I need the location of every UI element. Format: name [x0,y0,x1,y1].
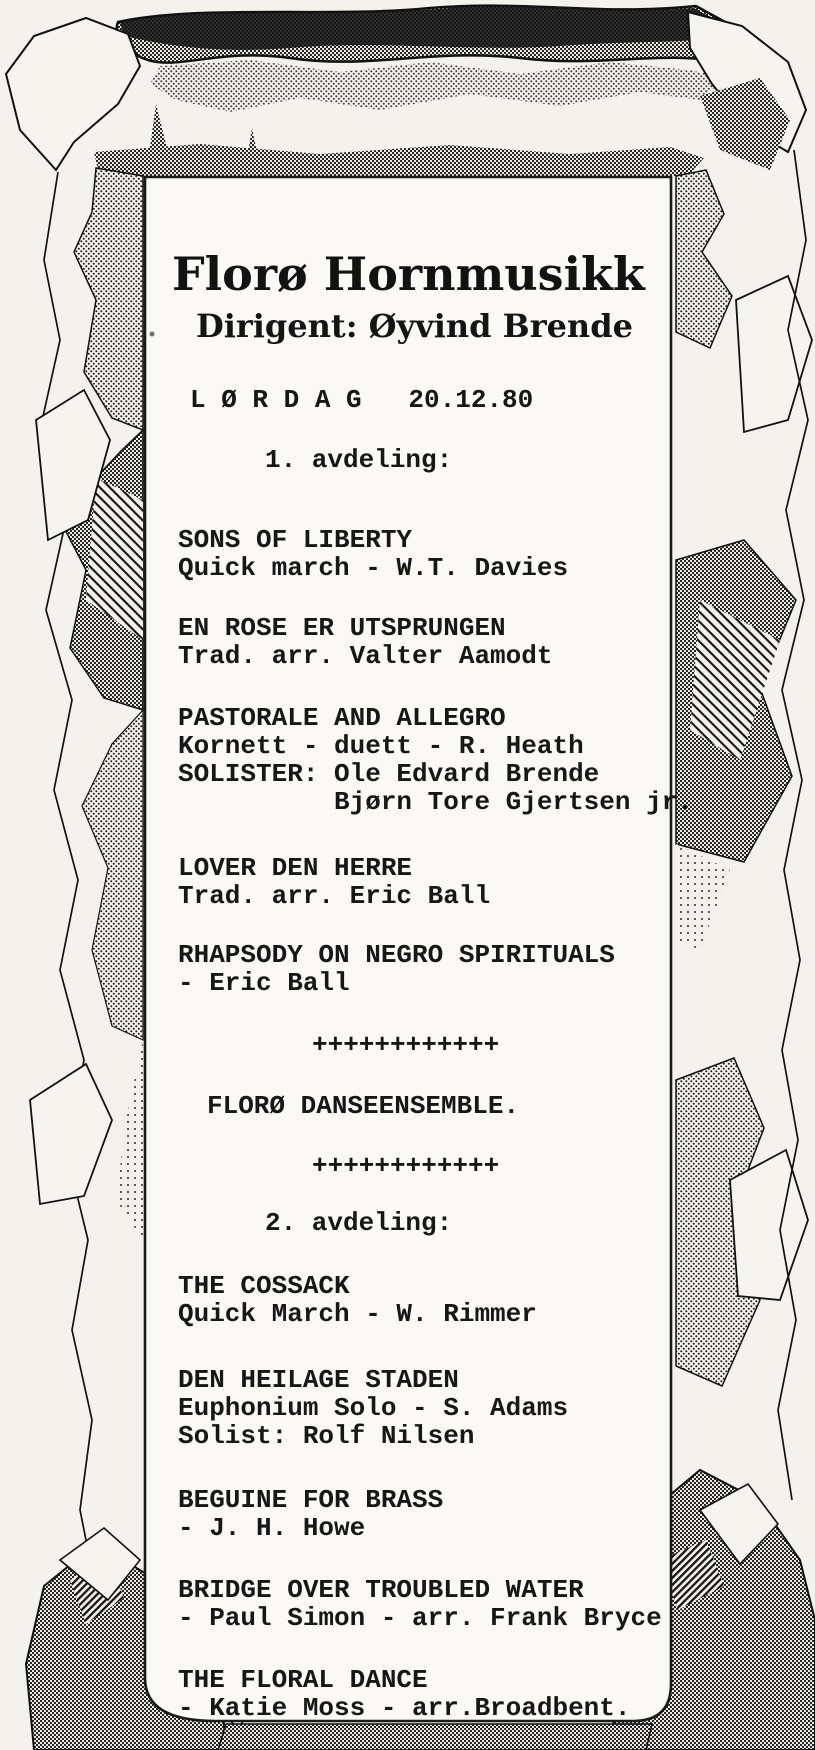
piece-title: EN ROSE ER UTSPRUNGEN [178,613,506,643]
piece-title: THE FLORAL DANCE [178,1665,428,1695]
piece-title: SONS OF LIBERTY [178,525,413,555]
program-piece [178,614,552,670]
program-piece [178,704,693,816]
piece-title: LOVER DEN HERRE [178,853,413,883]
piece-detail: Euphonium Solo - S. Adams [178,1393,569,1423]
piece-detail: Trad. arr. Eric Ball [178,881,491,911]
piece-detail: Solist: Rolf Nilsen [178,1421,475,1451]
piece-title: BEGUINE FOR BRASS [178,1485,444,1515]
program-piece [178,1666,630,1722]
piece-detail: - Paul Simon - arr. Frank Bryce [178,1603,662,1633]
piece-title: RHAPSODY ON NEGRO SPIRITUALS [178,940,615,970]
piece-detail: - Katie Moss - arr.Broadbent. [178,1693,631,1723]
scan-speck [150,332,155,337]
interlude-name: FLORØ DANSEENSEMBLE. [207,1091,520,1121]
piece-detail: Bjørn Tore Gjertsen jr. [178,787,693,817]
plus-divider: ++++++++++++ [312,1151,500,1181]
program-piece [178,1576,662,1632]
piece-detail: Trad. arr. Valter Aamodt [178,641,553,671]
concert-date: L Ø R D A G 20.12.80 [190,385,534,415]
program-piece [178,1366,568,1450]
piece-title: PASTORALE AND ALLEGRO [178,703,506,733]
program-piece [178,526,568,582]
piece-detail: - Eric Ball [178,968,350,998]
section-2-heading: 2. avdeling: [265,1208,453,1238]
program-title: Florø Hornmusikk [172,247,645,301]
program-piece [178,941,615,997]
piece-detail: SOLISTER: Ole Edvard Brende [178,759,600,789]
piece-title: BRIDGE OVER TROUBLED WATER [178,1575,584,1605]
piece-detail: Quick march - W.T. Davies [178,553,569,583]
piece-title: DEN HEILAGE STADEN [178,1365,459,1395]
conductor-line: Dirigent: Øyvind Brende [196,307,633,345]
program-piece [178,1272,537,1328]
plus-divider: ++++++++++++ [312,1030,500,1060]
program-piece [178,854,490,910]
section-1-heading: 1. avdeling: [265,445,453,475]
piece-detail: Kornett - duett - R. Heath [178,731,584,761]
piece-detail: - J. H. Howe [178,1513,366,1543]
piece-detail: Quick March - W. Rimmer [178,1299,537,1329]
piece-title: THE COSSACK [178,1271,350,1301]
program-piece [178,1486,443,1542]
